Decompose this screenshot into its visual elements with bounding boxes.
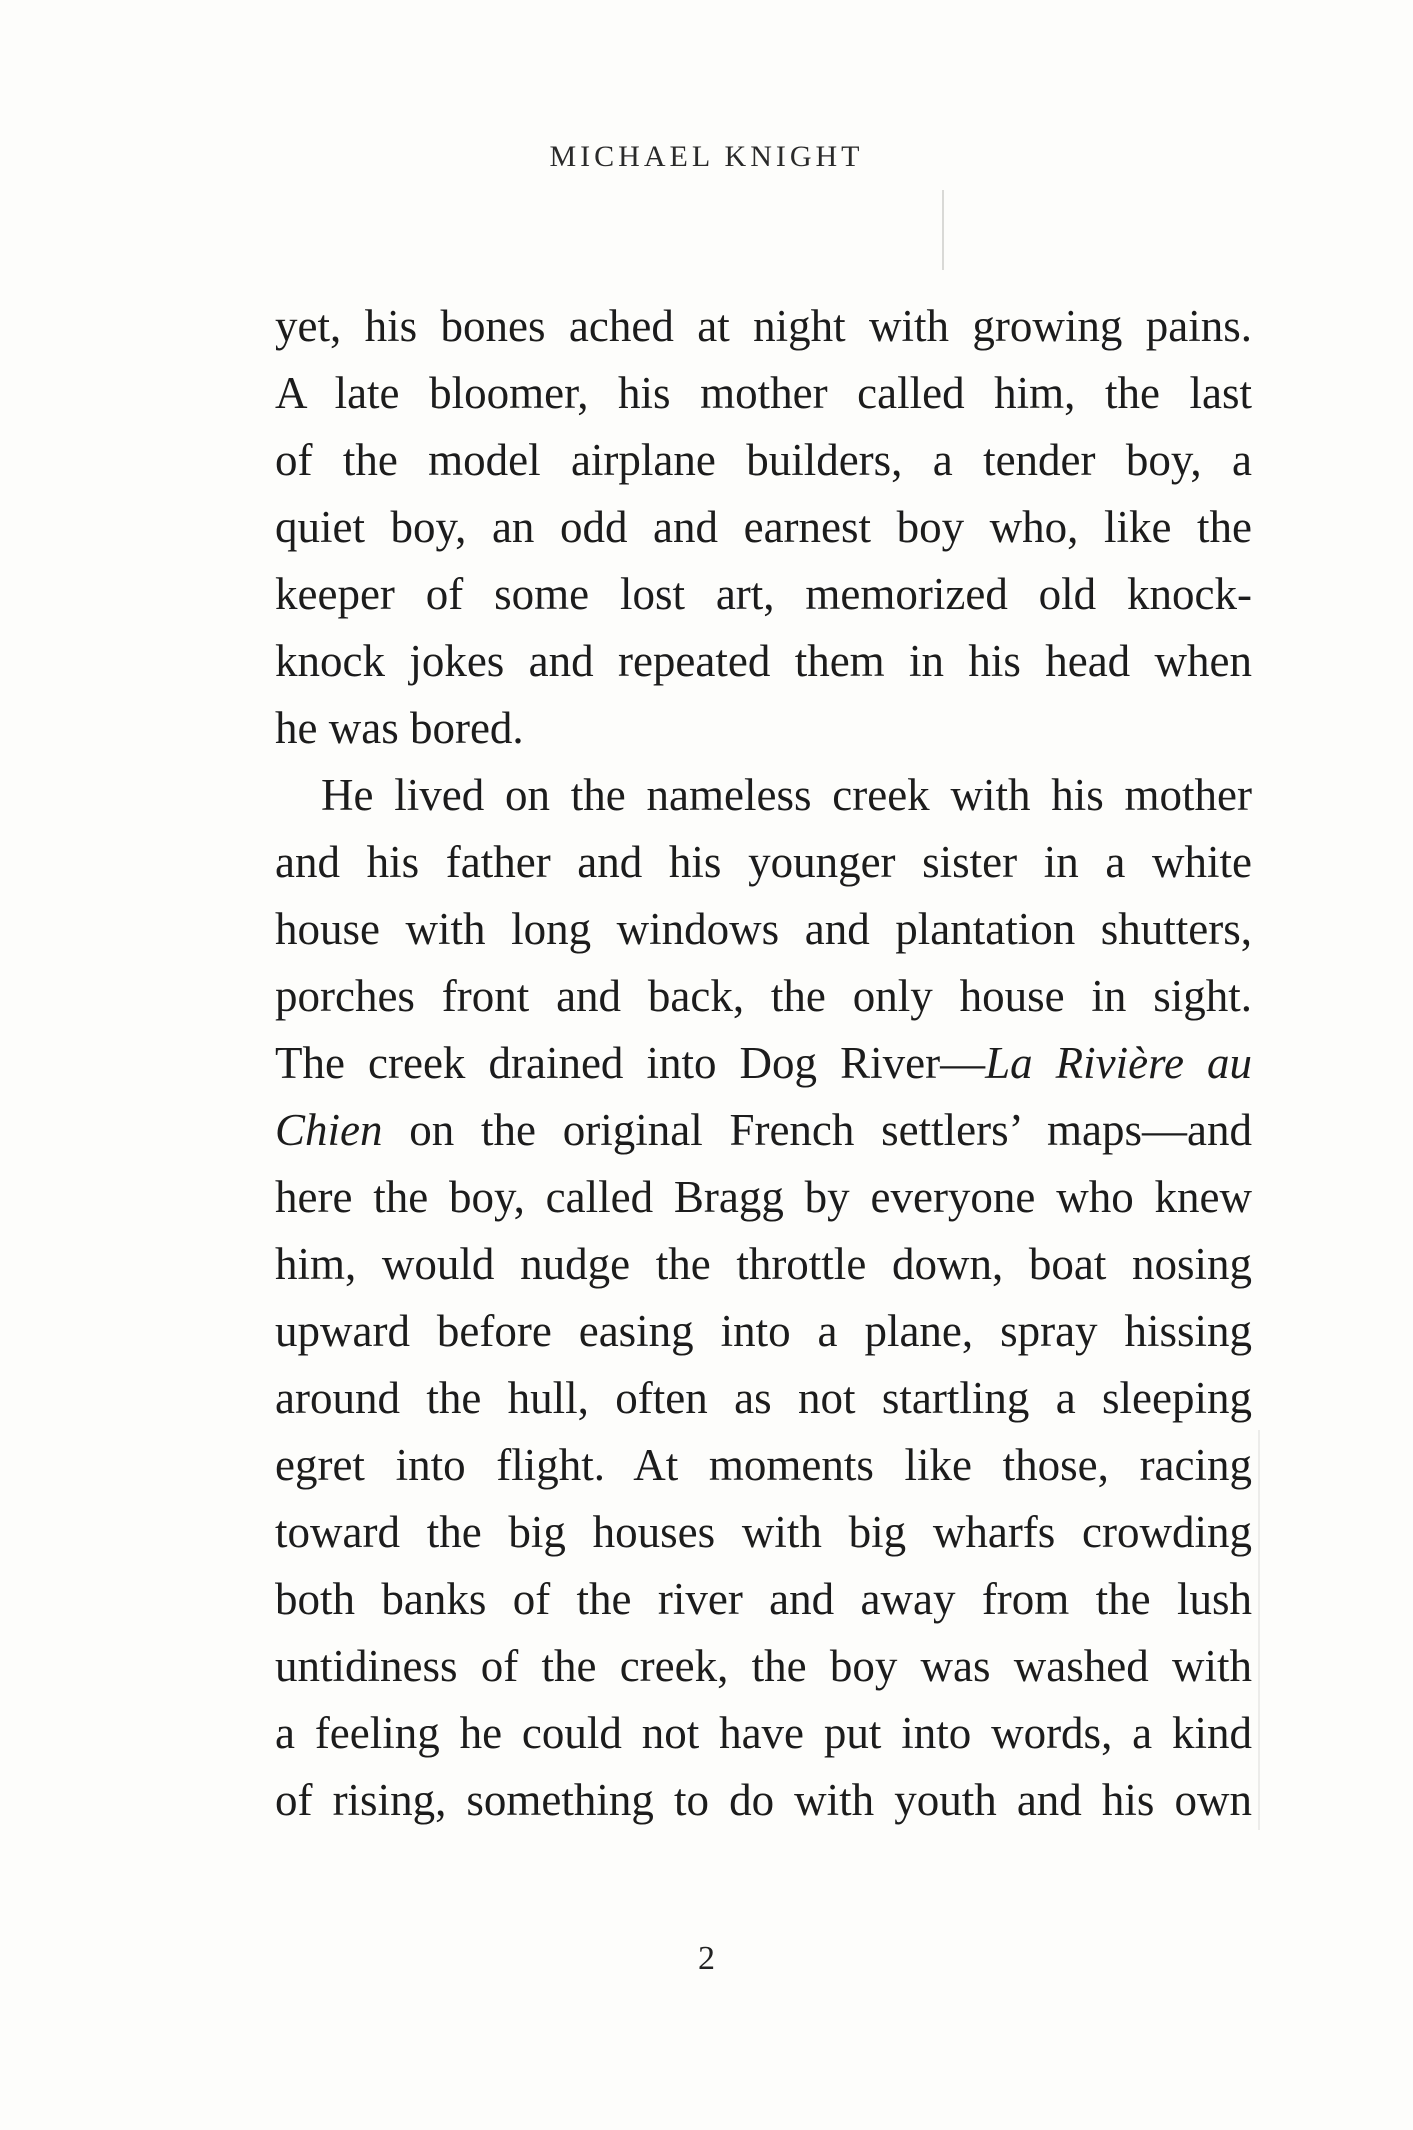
scan-artifact	[1258, 1430, 1260, 1830]
text-line: and his father and his younger sister in a white	[275, 837, 1252, 887]
text-line: untidiness of the creek, the boy was washed with	[275, 1641, 1252, 1691]
text-span: The creek drained into Dog River—	[275, 1038, 986, 1088]
text-line: egret into flight. At moments like those, racing	[275, 1440, 1252, 1490]
italic-phrase: Chien	[275, 1105, 383, 1155]
text-line: both banks of the river and away from the lush	[275, 1574, 1252, 1624]
text-line: knock jokes and repeated them in his head when	[275, 636, 1252, 686]
body-text	[275, 293, 1252, 1834]
text-line: yet, his bones ached at night with growing pains.	[275, 301, 1252, 351]
text-line: porches front and back, the only house in sight.	[275, 971, 1252, 1021]
paragraph-2	[275, 762, 1252, 1834]
text-line: keeper of some lost art, memorized old knock-	[275, 569, 1252, 619]
text-line: him, would nudge the throttle down, boat nosing	[275, 1239, 1252, 1289]
text-line: upward before easing into a plane, spray hissing	[275, 1306, 1252, 1356]
text-line: He lived on the nameless creek with his mother	[321, 770, 1252, 820]
text-span: on the original French settlers’ maps—and	[382, 1105, 1252, 1155]
text-line: of rising, something to do with youth and his own	[275, 1775, 1252, 1825]
text-line: here the boy, called Bragg by everyone who knew	[275, 1172, 1252, 1222]
text-line	[275, 1097, 1252, 1164]
scan-artifact	[942, 190, 944, 270]
text-line: house with long windows and plantation shutters,	[275, 904, 1252, 954]
text-line: toward the big houses with big wharfs crowding	[275, 1507, 1252, 1557]
paragraph-1	[275, 293, 1252, 762]
text-line: a feeling he could not have put into words, a kind	[275, 1708, 1252, 1758]
text-line: A late bloomer, his mother called him, the last	[275, 368, 1252, 418]
italic-phrase: La Rivière au	[985, 1038, 1252, 1088]
text-line: of the model airplane builders, a tender boy, a	[275, 435, 1252, 485]
text-line: around the hull, often as not startling a sleeping	[275, 1373, 1252, 1423]
running-head: MICHAEL KNIGHT	[549, 140, 864, 173]
page-number: 2	[698, 1940, 715, 1977]
text-line: quiet boy, an odd and earnest boy who, like the	[275, 502, 1252, 552]
text-line: he was bored.	[275, 703, 524, 753]
text-line	[275, 1030, 1252, 1097]
